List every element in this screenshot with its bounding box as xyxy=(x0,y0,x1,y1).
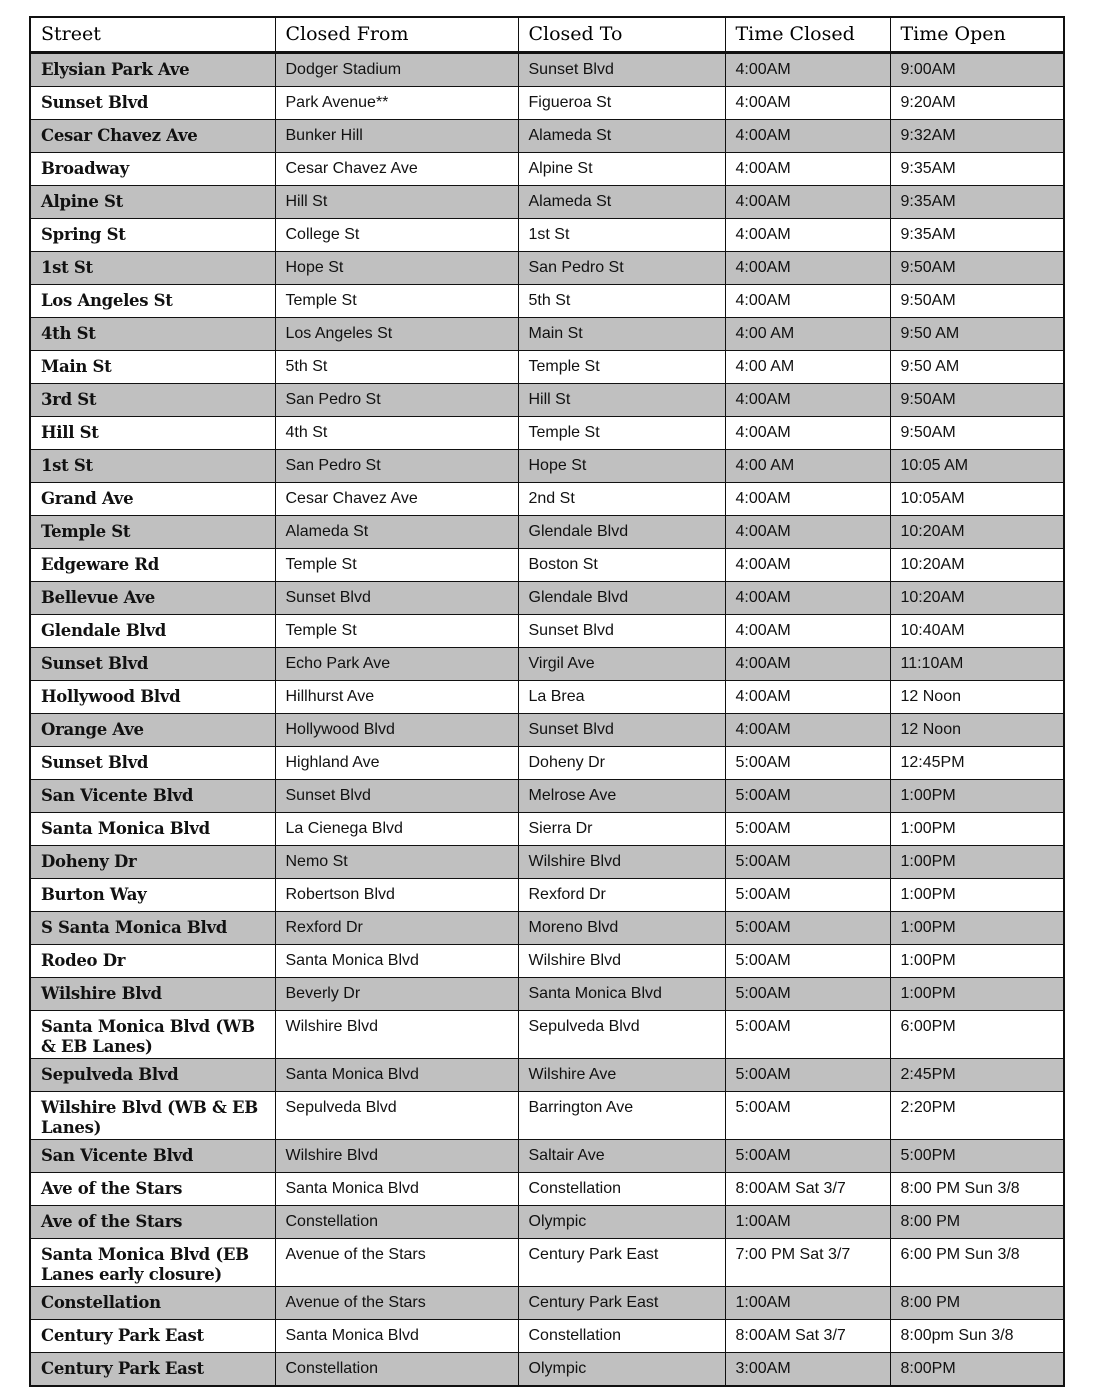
cell-time-open: 1:00PM xyxy=(890,780,1064,813)
cell-street: San Vicente Blvd xyxy=(30,780,275,813)
cell-time-closed: 5:00AM xyxy=(725,879,890,912)
header-time-closed: Time Closed xyxy=(725,17,890,53)
cell-closed-from: Santa Monica Blvd xyxy=(275,1059,518,1092)
cell-closed-to: Alameda St xyxy=(518,186,725,219)
cell-closed-to: Barrington Ave xyxy=(518,1092,725,1140)
header-street: Street xyxy=(30,17,275,53)
cell-time-open: 9:35AM xyxy=(890,153,1064,186)
cell-closed-from: Sunset Blvd xyxy=(275,582,518,615)
cell-time-closed: 4:00AM xyxy=(725,582,890,615)
table-row xyxy=(30,846,1064,879)
cell-closed-to: 1st St xyxy=(518,219,725,252)
cell-closed-from: Avenue of the Stars xyxy=(275,1239,518,1287)
table-row xyxy=(30,780,1064,813)
cell-street: Temple St xyxy=(30,516,275,549)
cell-closed-to: Alpine St xyxy=(518,153,725,186)
cell-street: Sunset Blvd xyxy=(30,648,275,681)
cell-time-closed: 1:00AM xyxy=(725,1287,890,1320)
table-row xyxy=(30,615,1064,648)
table-row xyxy=(30,978,1064,1011)
table-row xyxy=(30,813,1064,846)
cell-closed-to: Constellation xyxy=(518,1173,725,1206)
cell-closed-from: Alameda St xyxy=(275,516,518,549)
table-row xyxy=(30,681,1064,714)
cell-street: Edgeware Rd xyxy=(30,549,275,582)
header-closed-to: Closed To xyxy=(518,17,725,53)
cell-time-open: 1:00PM xyxy=(890,879,1064,912)
cell-street: Doheny Dr xyxy=(30,846,275,879)
cell-time-open: 2:20PM xyxy=(890,1092,1064,1140)
cell-closed-from: Temple St xyxy=(275,615,518,648)
cell-closed-to: 5th St xyxy=(518,285,725,318)
cell-street: 1st St xyxy=(30,450,275,483)
cell-closed-to: Doheny Dr xyxy=(518,747,725,780)
table-row xyxy=(30,1320,1064,1353)
cell-time-open: 1:00PM xyxy=(890,978,1064,1011)
cell-closed-from: Constellation xyxy=(275,1353,518,1387)
cell-time-closed: 4:00 AM xyxy=(725,351,890,384)
cell-time-open: 9:32AM xyxy=(890,120,1064,153)
cell-closed-from: 4th St xyxy=(275,417,518,450)
cell-closed-to: Sierra Dr xyxy=(518,813,725,846)
cell-time-closed: 1:00AM xyxy=(725,1206,890,1239)
table-row xyxy=(30,1239,1064,1287)
cell-closed-from: Cesar Chavez Ave xyxy=(275,483,518,516)
cell-street: Santa Monica Blvd (EB Lanes early closure) xyxy=(30,1239,275,1287)
cell-closed-from: Cesar Chavez Ave xyxy=(275,153,518,186)
cell-time-closed: 4:00AM xyxy=(725,549,890,582)
table-row xyxy=(30,1140,1064,1173)
cell-time-open: 10:20AM xyxy=(890,582,1064,615)
cell-closed-from: Temple St xyxy=(275,285,518,318)
cell-closed-from: Rexford Dr xyxy=(275,912,518,945)
cell-time-open: 12 Noon xyxy=(890,681,1064,714)
table-row xyxy=(30,879,1064,912)
cell-closed-from: San Pedro St xyxy=(275,384,518,417)
table-row xyxy=(30,120,1064,153)
cell-time-open: 9:50AM xyxy=(890,384,1064,417)
cell-time-closed: 5:00AM xyxy=(725,912,890,945)
cell-time-open: 1:00PM xyxy=(890,846,1064,879)
cell-time-closed: 5:00AM xyxy=(725,978,890,1011)
cell-time-open: 8:00pm Sun 3/8 xyxy=(890,1320,1064,1353)
cell-time-closed: 5:00AM xyxy=(725,846,890,879)
cell-time-open: 9:35AM xyxy=(890,219,1064,252)
cell-closed-from: 5th St xyxy=(275,351,518,384)
table-row xyxy=(30,912,1064,945)
cell-closed-to: Figueroa St xyxy=(518,87,725,120)
cell-time-open: 9:20AM xyxy=(890,87,1064,120)
cell-street: Ave of the Stars xyxy=(30,1173,275,1206)
cell-time-open: 2:45PM xyxy=(890,1059,1064,1092)
cell-street: Hill St xyxy=(30,417,275,450)
cell-closed-from: San Pedro St xyxy=(275,450,518,483)
table-row xyxy=(30,483,1064,516)
cell-time-closed: 5:00AM xyxy=(725,1140,890,1173)
cell-closed-from: Hope St xyxy=(275,252,518,285)
cell-street: San Vicente Blvd xyxy=(30,1140,275,1173)
table-row xyxy=(30,1059,1064,1092)
cell-closed-from: Santa Monica Blvd xyxy=(275,945,518,978)
cell-closed-to: Temple St xyxy=(518,417,725,450)
cell-time-open: 9:50AM xyxy=(890,252,1064,285)
cell-time-open: 8:00 PM Sun 3/8 xyxy=(890,1173,1064,1206)
cell-time-open: 11:10AM xyxy=(890,648,1064,681)
cell-street: Ave of the Stars xyxy=(30,1206,275,1239)
cell-closed-to: Melrose Ave xyxy=(518,780,725,813)
cell-street: Century Park East xyxy=(30,1353,275,1387)
table-row xyxy=(30,1206,1064,1239)
cell-time-closed: 4:00AM xyxy=(725,615,890,648)
header-row xyxy=(30,17,1064,53)
cell-time-closed: 4:00 AM xyxy=(725,318,890,351)
table-row xyxy=(30,285,1064,318)
cell-street: Orange Ave xyxy=(30,714,275,747)
cell-time-closed: 5:00AM xyxy=(725,747,890,780)
table-row xyxy=(30,747,1064,780)
cell-time-open: 6:00 PM Sun 3/8 xyxy=(890,1239,1064,1287)
cell-time-closed: 4:00AM xyxy=(725,219,890,252)
cell-time-closed: 3:00AM xyxy=(725,1353,890,1387)
cell-closed-to: Hope St xyxy=(518,450,725,483)
table-row xyxy=(30,516,1064,549)
cell-closed-to: Century Park East xyxy=(518,1287,725,1320)
cell-time-closed: 4:00AM xyxy=(725,87,890,120)
cell-closed-to: Hill St xyxy=(518,384,725,417)
cell-time-open: 5:00PM xyxy=(890,1140,1064,1173)
cell-street: Alpine St xyxy=(30,186,275,219)
cell-closed-to: Sunset Blvd xyxy=(518,53,725,87)
table-row xyxy=(30,1287,1064,1320)
cell-street: Bellevue Ave xyxy=(30,582,275,615)
cell-closed-from: Robertson Blvd xyxy=(275,879,518,912)
cell-closed-to: Temple St xyxy=(518,351,725,384)
cell-closed-from: Park Avenue** xyxy=(275,87,518,120)
cell-street: Main St xyxy=(30,351,275,384)
cell-street: S Santa Monica Blvd xyxy=(30,912,275,945)
cell-time-open: 9:50 AM xyxy=(890,318,1064,351)
cell-street: Santa Monica Blvd (WB & EB Lanes) xyxy=(30,1011,275,1059)
table-row xyxy=(30,1173,1064,1206)
cell-closed-to: Wilshire Ave xyxy=(518,1059,725,1092)
cell-closed-to: Main St xyxy=(518,318,725,351)
table-row xyxy=(30,1011,1064,1059)
cell-street: Los Angeles St xyxy=(30,285,275,318)
cell-time-closed: 4:00AM xyxy=(725,153,890,186)
cell-time-closed: 5:00AM xyxy=(725,1059,890,1092)
cell-time-open: 8:00 PM xyxy=(890,1287,1064,1320)
cell-street: Burton Way xyxy=(30,879,275,912)
cell-closed-to: Sunset Blvd xyxy=(518,615,725,648)
cell-street: Cesar Chavez Ave xyxy=(30,120,275,153)
cell-closed-to: Alameda St xyxy=(518,120,725,153)
cell-street: Santa Monica Blvd xyxy=(30,813,275,846)
cell-closed-from: Dodger Stadium xyxy=(275,53,518,87)
table-row xyxy=(30,318,1064,351)
cell-closed-from: Sunset Blvd xyxy=(275,780,518,813)
cell-closed-to: Moreno Blvd xyxy=(518,912,725,945)
table-body xyxy=(30,53,1064,1387)
cell-time-open: 12:45PM xyxy=(890,747,1064,780)
cell-street: Glendale Blvd xyxy=(30,615,275,648)
cell-time-open: 10:20AM xyxy=(890,516,1064,549)
cell-time-closed: 4:00AM xyxy=(725,252,890,285)
cell-time-closed: 4:00AM xyxy=(725,53,890,87)
cell-closed-to: Boston St xyxy=(518,549,725,582)
cell-time-closed: 4:00AM xyxy=(725,186,890,219)
cell-time-open: 9:00AM xyxy=(890,53,1064,87)
cell-closed-from: Temple St xyxy=(275,549,518,582)
cell-closed-from: Santa Monica Blvd xyxy=(275,1173,518,1206)
cell-time-closed: 5:00AM xyxy=(725,1011,890,1059)
cell-closed-from: La Cienega Blvd xyxy=(275,813,518,846)
cell-time-closed: 4:00AM xyxy=(725,516,890,549)
table-row xyxy=(30,714,1064,747)
cell-time-open: 10:05AM xyxy=(890,483,1064,516)
table-row xyxy=(30,450,1064,483)
cell-closed-to: 2nd St xyxy=(518,483,725,516)
cell-time-open: 12 Noon xyxy=(890,714,1064,747)
cell-street: Grand Ave xyxy=(30,483,275,516)
cell-time-closed: 5:00AM xyxy=(725,945,890,978)
cell-street: Sepulveda Blvd xyxy=(30,1059,275,1092)
cell-closed-to: Olympic xyxy=(518,1353,725,1387)
cell-time-closed: 4:00AM xyxy=(725,483,890,516)
cell-closed-to: San Pedro St xyxy=(518,252,725,285)
cell-time-closed: 4:00AM xyxy=(725,714,890,747)
table-row xyxy=(30,582,1064,615)
cell-street: 4th St xyxy=(30,318,275,351)
header-closed-from: Closed From xyxy=(275,17,518,53)
cell-closed-to: Sunset Blvd xyxy=(518,714,725,747)
cell-time-closed: 4:00AM xyxy=(725,120,890,153)
cell-time-closed: 8:00AM Sat 3/7 xyxy=(725,1320,890,1353)
cell-street: Elysian Park Ave xyxy=(30,53,275,87)
cell-closed-to: Olympic xyxy=(518,1206,725,1239)
table-row xyxy=(30,351,1064,384)
cell-closed-from: Hillhurst Ave xyxy=(275,681,518,714)
cell-time-closed: 5:00AM xyxy=(725,1092,890,1140)
cell-time-open: 9:35AM xyxy=(890,186,1064,219)
cell-closed-from: Hill St xyxy=(275,186,518,219)
cell-time-open: 8:00 PM xyxy=(890,1206,1064,1239)
cell-time-closed: 4:00AM xyxy=(725,384,890,417)
table-row xyxy=(30,945,1064,978)
cell-time-open: 1:00PM xyxy=(890,813,1064,846)
cell-time-open: 9:50 AM xyxy=(890,351,1064,384)
cell-closed-to: Constellation xyxy=(518,1320,725,1353)
table-row xyxy=(30,87,1064,120)
cell-street: Broadway xyxy=(30,153,275,186)
cell-closed-to: Virgil Ave xyxy=(518,648,725,681)
cell-street: Sunset Blvd xyxy=(30,87,275,120)
cell-closed-to: Century Park East xyxy=(518,1239,725,1287)
cell-time-closed: 4:00AM xyxy=(725,417,890,450)
table-row xyxy=(30,219,1064,252)
cell-street: Wilshire Blvd xyxy=(30,978,275,1011)
cell-closed-from: Wilshire Blvd xyxy=(275,1011,518,1059)
table-row xyxy=(30,549,1064,582)
cell-closed-to: Glendale Blvd xyxy=(518,516,725,549)
cell-closed-to: Wilshire Blvd xyxy=(518,945,725,978)
cell-street: Rodeo Dr xyxy=(30,945,275,978)
cell-closed-to: Santa Monica Blvd xyxy=(518,978,725,1011)
cell-closed-to: La Brea xyxy=(518,681,725,714)
cell-time-open: 8:00PM xyxy=(890,1353,1064,1387)
cell-closed-from: College St xyxy=(275,219,518,252)
cell-closed-to: Sepulveda Blvd xyxy=(518,1011,725,1059)
cell-closed-from: Constellation xyxy=(275,1206,518,1239)
cell-closed-from: Nemo St xyxy=(275,846,518,879)
street-closures-table xyxy=(29,16,1065,1387)
cell-street: Constellation xyxy=(30,1287,275,1320)
cell-street: Century Park East xyxy=(30,1320,275,1353)
table-row xyxy=(30,1353,1064,1387)
cell-time-closed: 5:00AM xyxy=(725,780,890,813)
cell-closed-from: Los Angeles St xyxy=(275,318,518,351)
cell-time-open: 9:50AM xyxy=(890,285,1064,318)
table-row xyxy=(30,648,1064,681)
cell-closed-from: Echo Park Ave xyxy=(275,648,518,681)
cell-closed-from: Sepulveda Blvd xyxy=(275,1092,518,1140)
cell-street: Wilshire Blvd (WB & EB Lanes) xyxy=(30,1092,275,1140)
cell-closed-to: Wilshire Blvd xyxy=(518,846,725,879)
cell-time-closed: 4:00AM xyxy=(725,285,890,318)
cell-closed-to: Glendale Blvd xyxy=(518,582,725,615)
table-row xyxy=(30,252,1064,285)
cell-closed-from: Santa Monica Blvd xyxy=(275,1320,518,1353)
cell-street: Hollywood Blvd xyxy=(30,681,275,714)
cell-time-closed: 4:00AM xyxy=(725,648,890,681)
cell-street: Sunset Blvd xyxy=(30,747,275,780)
table-row xyxy=(30,384,1064,417)
table-row xyxy=(30,1092,1064,1140)
cell-street: Spring St xyxy=(30,219,275,252)
cell-closed-from: Avenue of the Stars xyxy=(275,1287,518,1320)
table-row xyxy=(30,53,1064,87)
table-row xyxy=(30,153,1064,186)
cell-closed-from: Wilshire Blvd xyxy=(275,1140,518,1173)
cell-time-closed: 5:00AM xyxy=(725,813,890,846)
cell-closed-to: Rexford Dr xyxy=(518,879,725,912)
cell-closed-from: Beverly Dr xyxy=(275,978,518,1011)
cell-time-closed: 7:00 PM Sat 3/7 xyxy=(725,1239,890,1287)
cell-time-closed: 4:00AM xyxy=(725,681,890,714)
cell-closed-from: Highland Ave xyxy=(275,747,518,780)
cell-time-open: 1:00PM xyxy=(890,912,1064,945)
cell-time-open: 1:00PM xyxy=(890,945,1064,978)
cell-time-open: 10:05 AM xyxy=(890,450,1064,483)
cell-time-open: 6:00PM xyxy=(890,1011,1064,1059)
cell-street: 1st St xyxy=(30,252,275,285)
cell-time-open: 10:20AM xyxy=(890,549,1064,582)
cell-time-closed: 8:00AM Sat 3/7 xyxy=(725,1173,890,1206)
cell-closed-from: Hollywood Blvd xyxy=(275,714,518,747)
cell-time-open: 10:40AM xyxy=(890,615,1064,648)
cell-closed-to: Saltair Ave xyxy=(518,1140,725,1173)
cell-street: 3rd St xyxy=(30,384,275,417)
header-time-open: Time Open xyxy=(890,17,1064,53)
cell-time-open: 9:50AM xyxy=(890,417,1064,450)
cell-closed-from: Bunker Hill xyxy=(275,120,518,153)
cell-time-closed: 4:00 AM xyxy=(725,450,890,483)
table-row xyxy=(30,186,1064,219)
table-row xyxy=(30,417,1064,450)
